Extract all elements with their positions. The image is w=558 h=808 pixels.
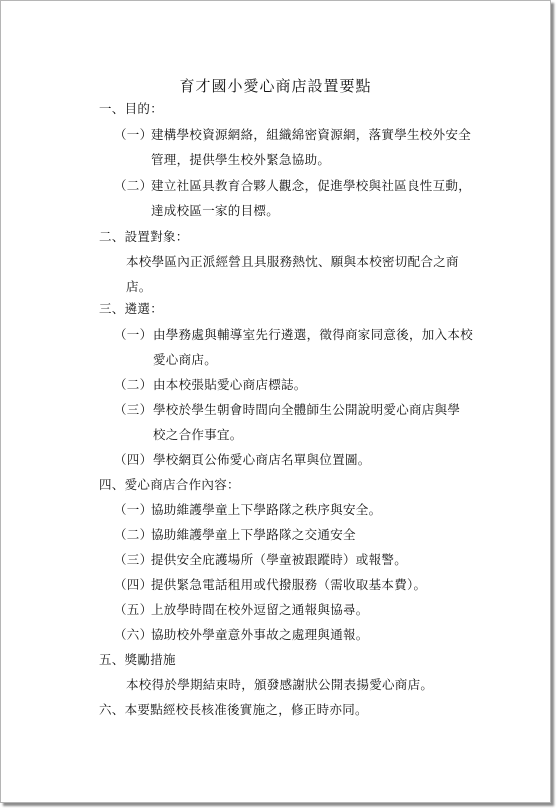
item-label: （四） — [114, 577, 153, 592]
item-text: 由學務處與輔導室先行遴選，徵得商家同意後，加入本校 — [153, 327, 474, 342]
item-text: 學校於學生朝會時間向全體師生公開說明愛心商店與學 — [153, 402, 461, 417]
body-text: 本校學區內正派經營且具服務熱忱、願與本校密切配合之商 — [126, 254, 459, 269]
item-label: （六） — [114, 627, 153, 642]
item-text: 協助維護學童上下學路隊之秩序與安全。 — [151, 502, 382, 517]
item-text: 達成校區一家的目標。 — [151, 203, 280, 218]
item-label: （三） — [114, 402, 153, 417]
body-text: 本校得於學期結束時，頒發感謝狀公開表揚愛心商店。 — [126, 677, 434, 692]
item-label: （二） — [114, 178, 153, 193]
item-text: 學校網頁公佈愛心商店名單與位置圖。 — [153, 452, 371, 467]
item-label: （一） — [114, 502, 153, 517]
item-text: 管理，提供學生校外緊急協助。 — [151, 152, 331, 167]
item-text: 協助校外學童意外事故之處理與通報。 — [151, 627, 369, 642]
item-text: 協助維護學童上下學路隊之交通安全 — [151, 527, 356, 542]
item-label: （五） — [114, 602, 153, 617]
item-label: （二） — [114, 377, 153, 392]
item-text: 提供安全庇護場所（學童被跟蹤時）或報警。 — [151, 552, 408, 567]
section-heading-selection: 三、遴選： — [99, 301, 164, 316]
item-text: 愛心商店。 — [153, 352, 218, 367]
item-text: 上放學時間在校外逗留之通報與協尋。 — [151, 602, 369, 617]
item-label: （二） — [114, 527, 153, 542]
item-label: （四） — [114, 452, 153, 467]
section-heading-rewards: 五、獎勵措施 — [99, 652, 176, 667]
item-text: 提供緊急電話租用或代撥服務（需收取基本費）。 — [151, 577, 427, 592]
section-heading-cooperation: 四、愛心商店合作內容： — [99, 477, 240, 492]
item-label: （一） — [114, 327, 153, 342]
item-text: 建立社區具教育合夥人觀念，促進學校與社區良性互動， — [151, 178, 472, 193]
section-heading-enforcement: 六、本要點經校長核准後實施之，修正時亦同。 — [99, 702, 368, 717]
section-heading-purpose: 一、目的： — [99, 101, 164, 116]
item-text: 由本校張貼愛心商店標誌。 — [153, 377, 307, 392]
item-label: （一） — [114, 127, 153, 142]
item-text: 校之合作事宜。 — [153, 427, 243, 442]
item-label: （三） — [114, 552, 153, 567]
document-title: 育才國小愛心商店設置要點 — [179, 77, 372, 95]
section-heading-target: 二、設置對象： — [99, 229, 189, 244]
body-text: 店。 — [126, 279, 152, 294]
item-text: 建構學校資源網絡，組織綿密資源網，落實學生校外安全 — [151, 127, 472, 142]
